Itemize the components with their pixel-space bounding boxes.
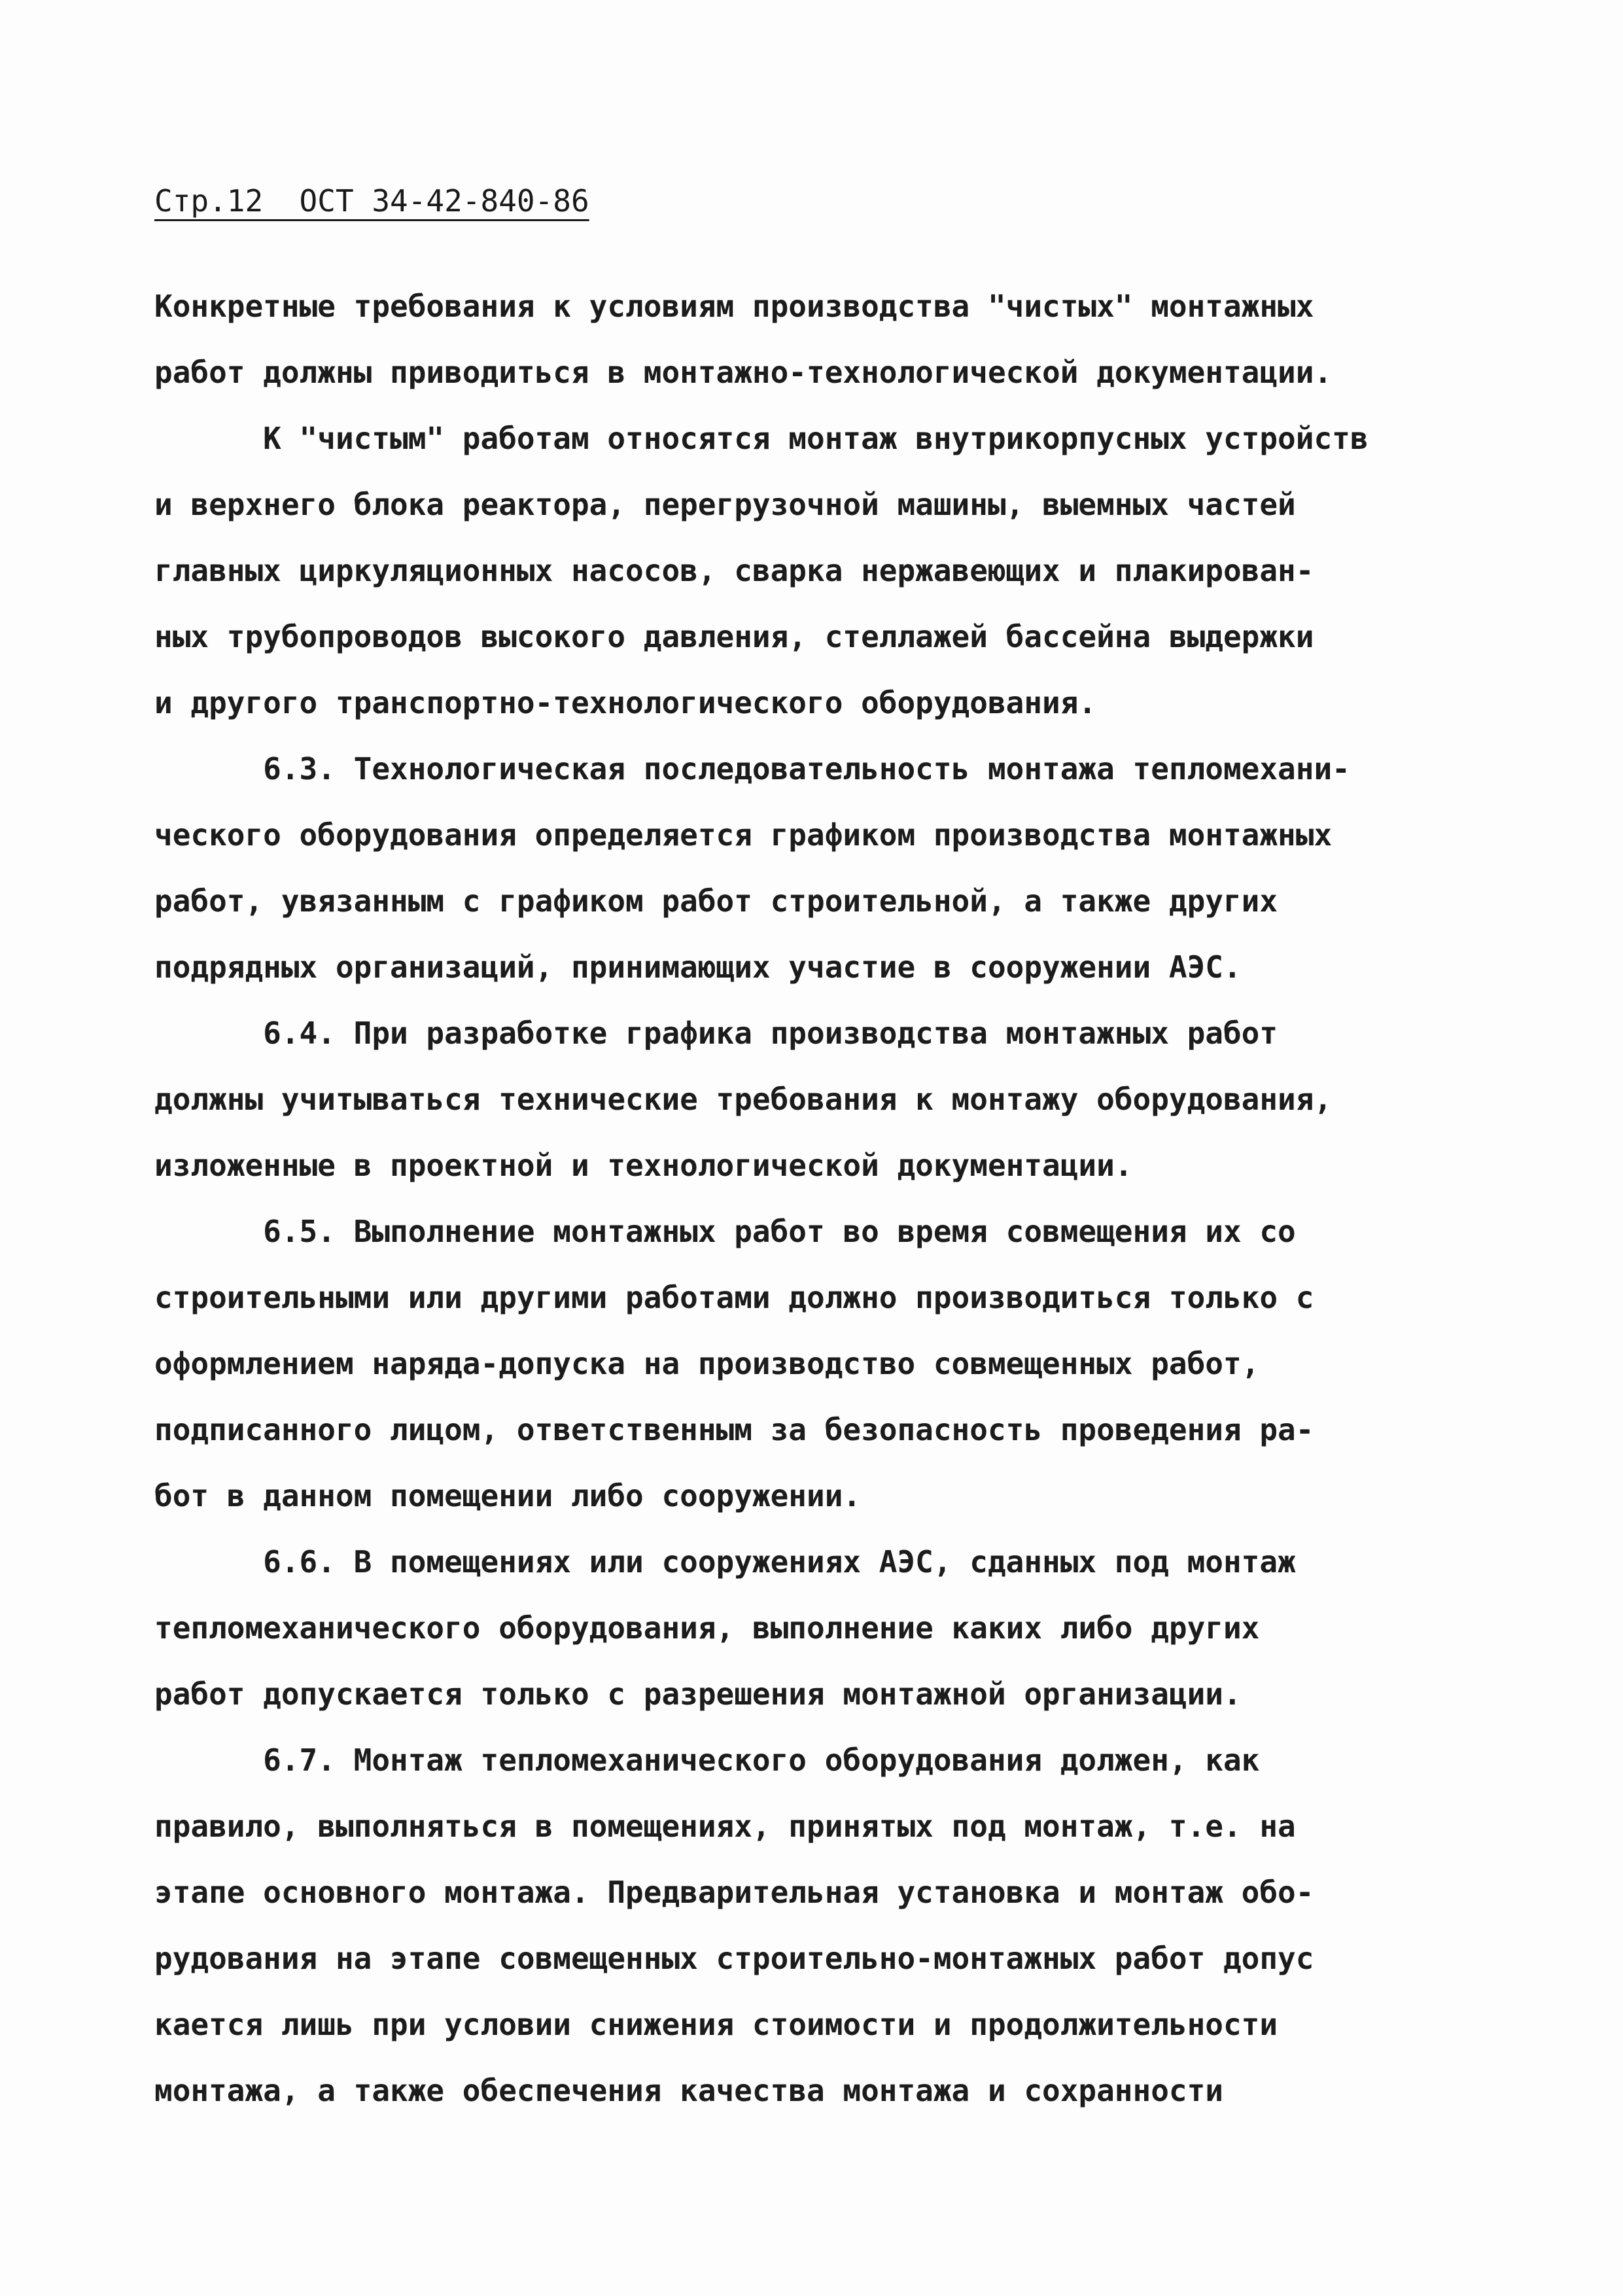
text-line: 6.5. Выполнение монтажных работ во время совмещения их со [154,1214,1296,1249]
text-line: работ должны приводиться в монтажно-технологической документации. [154,355,1333,390]
text-line: оформлением наряда-допуска на производство совмещенных работ, [154,1346,1260,1381]
text-line: работ, увязанным с графиком работ строительной, а также других [154,883,1278,919]
text-line: этапе основного монтажа. Предварительная установка и монтаж обо- [154,1875,1314,1910]
text-line: ных трубопроводов высокого давления, стеллажей бассейна выдержки [154,619,1314,654]
text-line: подрядных организаций, принимающих участие в сооружении АЭС. [154,949,1242,985]
text-line: К "чистым" работам относятся монтаж внутрикорпусных устройств [154,421,1369,456]
text-line: 6.6. В помещениях или сооружениях АЭС, сданных под монтаж [154,1544,1296,1580]
body-text [154,274,1495,2124]
text-line: строительными или другими работами должно производиться только с [154,1280,1314,1315]
text-line: главных циркуляционных насосов, сварка нержавеющих и плакирован- [154,553,1314,588]
text-line: должны учитываться технические требования к монтажу оборудования, [154,1082,1333,1117]
text-line: Конкретные требования к условиям производства "чистых" монтажных [154,289,1314,324]
text-line: 6.4. При разработке графика производства монтажных работ [154,1016,1278,1051]
text-line: ческого оборудования определяется графиком производства монтажных [154,817,1333,853]
text-line: работ допускается только с разрешения монтажной организации. [154,1676,1242,1712]
text-line: и другого транспортно-технологического оборудования. [154,685,1097,720]
text-line: бот в данном помещении либо сооружении. [154,1478,862,1513]
text-line: правило, выполняться в помещениях, принятых под монтаж, т.е. на [154,1809,1296,1844]
text-line: тепломеханического оборудования, выполнение каких либо других [154,1610,1260,1646]
text-line: монтажа, а также обеспечения качества монтажа и сохранности [154,2073,1223,2108]
text-line: 6.7. Монтаж тепломеханического оборудования должен, как [154,1742,1260,1778]
text-line: подписанного лицом, ответственным за безопасность проведения ра- [154,1412,1314,1447]
page-header: Стр.12 ОСТ 34-42-840-86 [154,183,589,219]
text-line: и верхнего блока реактора, перегрузочной машины, выемных частей [154,487,1296,522]
text-line: кается лишь при условии снижения стоимости и продолжительности [154,2007,1278,2042]
text-line: 6.3. Технологическая последовательность монтажа тепломехани- [154,751,1350,786]
text-line: рудования на этапе совмещенных строительно-монтажных работ допус [154,1941,1314,1976]
text-line: изложенные в проектной и технологической документации. [154,1148,1133,1183]
